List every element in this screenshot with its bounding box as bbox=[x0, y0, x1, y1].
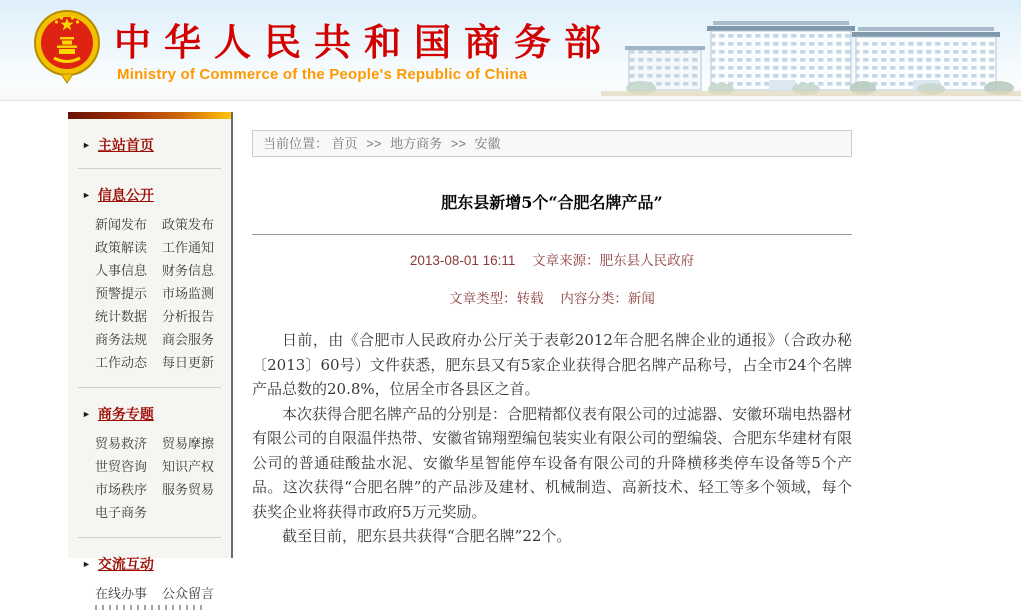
breadcrumb-separator: >> bbox=[366, 136, 382, 151]
national-emblem-icon bbox=[32, 5, 102, 99]
article-paragraph: 日前，由《合肥市人民政府办公厅关于表彰2012年合肥名牌企业的通报》（合政办秘〔2013〕60号）文件获悉，肥东县又有5家企业获得合肥名牌产品称号，占全市24个名牌产品总数的20.8%，位居全市各县区之首。 bbox=[252, 331, 852, 398]
sidebar-item[interactable]: 贸易救济 bbox=[95, 436, 148, 451]
breadcrumb-prefix: 当前位置： bbox=[263, 136, 329, 151]
sidebar-item[interactable]: 世贸咨询 bbox=[95, 459, 148, 474]
article-title: 肥东县新增5个“合肥名牌产品” bbox=[441, 193, 663, 212]
sidebar-item[interactable]: 预警提示 bbox=[95, 286, 148, 301]
article-meta-line-1 bbox=[252, 249, 852, 269]
breadcrumb-anhui[interactable]: 安徽 bbox=[474, 136, 501, 151]
site-title-zh: 中华人民共和国商务部 bbox=[114, 20, 614, 64]
arrow-right-icon: ► bbox=[82, 140, 91, 150]
article-type: 文章类型：转载 bbox=[449, 291, 544, 306]
sidebar-item[interactable]: 分析报告 bbox=[162, 309, 215, 324]
sidebar-item[interactable]: 每日更新 bbox=[162, 355, 215, 370]
headquarters-building-image bbox=[601, 0, 1021, 100]
sidebar-item[interactable]: 商会服务 bbox=[162, 332, 215, 347]
sidebar-section-home[interactable] bbox=[82, 135, 231, 155]
sidebar-section-info-label[interactable]: 信息公开 bbox=[97, 187, 154, 203]
sidebar-item-group-topics bbox=[95, 432, 231, 524]
sidebar-item[interactable]: 市场秩序 bbox=[95, 482, 148, 497]
sidebar-section-info-disclosure[interactable] bbox=[82, 185, 231, 205]
sidebar-item[interactable]: 人事信息 bbox=[95, 263, 148, 278]
breadcrumb-home[interactable]: 首页 bbox=[331, 136, 358, 151]
sidebar bbox=[68, 112, 233, 601]
sidebar-item-group-interaction bbox=[95, 582, 231, 605]
sidebar-section-business-topics[interactable] bbox=[82, 404, 231, 424]
sidebar-item[interactable]: 政策解读 bbox=[95, 240, 148, 255]
sidebar-divider bbox=[78, 168, 221, 169]
article-date: 2013-08-01 16:11 bbox=[409, 253, 516, 268]
sidebar-item[interactable]: 公众留言 bbox=[162, 586, 215, 601]
sidebar-section-topics-label[interactable]: 商务专题 bbox=[97, 406, 154, 422]
sidebar-item[interactable]: 服务贸易 bbox=[162, 482, 215, 497]
clipped-sidebar-row bbox=[95, 605, 203, 610]
sidebar-divider bbox=[78, 387, 221, 388]
site-title-en: Ministry of Commerce of the People's Republic of China bbox=[117, 66, 528, 83]
sidebar-section-interaction-label[interactable]: 交流互动 bbox=[97, 556, 154, 572]
sidebar-section-interaction[interactable] bbox=[82, 554, 231, 574]
content bbox=[252, 130, 852, 549]
sidebar-accent-bar bbox=[68, 112, 231, 119]
site-header bbox=[0, 0, 1021, 101]
sidebar-item[interactable]: 贸易摩擦 bbox=[162, 436, 215, 451]
sidebar-item[interactable]: 政策发布 bbox=[162, 217, 215, 232]
sidebar-item[interactable]: 在线办事 bbox=[95, 586, 148, 601]
article-paragraph: 截至目前，肥东县共获得“合肥名牌”22个。 bbox=[282, 527, 572, 545]
sidebar-divider bbox=[78, 537, 221, 538]
sidebar-item[interactable]: 知识产权 bbox=[162, 459, 215, 474]
sidebar-item[interactable]: 市场监测 bbox=[162, 286, 215, 301]
sidebar-item[interactable]: 工作动态 bbox=[95, 355, 148, 370]
sidebar-item[interactable]: 新闻发布 bbox=[95, 217, 148, 232]
arrow-right-icon: ► bbox=[82, 190, 91, 200]
arrow-right-icon: ► bbox=[82, 559, 91, 569]
sidebar-item[interactable]: 商务法规 bbox=[95, 332, 148, 347]
sidebar-item[interactable]: 统计数据 bbox=[95, 309, 148, 324]
sidebar-item[interactable]: 电子商务 bbox=[95, 505, 148, 520]
breadcrumb-separator: >> bbox=[450, 136, 466, 151]
arrow-right-icon: ► bbox=[82, 409, 91, 419]
sidebar-item[interactable]: 财务信息 bbox=[162, 263, 215, 278]
title-divider bbox=[252, 234, 852, 235]
breadcrumb bbox=[252, 130, 852, 157]
article-category: 内容分类：新闻 bbox=[560, 291, 655, 306]
article-meta-line-2 bbox=[252, 287, 852, 307]
article-body bbox=[252, 328, 852, 549]
sidebar-item-group-info bbox=[95, 213, 231, 374]
breadcrumb-local-commerce[interactable]: 地方商务 bbox=[390, 136, 443, 151]
article-paragraph: 本次获得合肥名牌产品的分别是：合肥精都仪表有限公司的过滤器、安徽环瑞电热器材有限公司的自限温伴热带、安徽省锦翔塑编包装实业有限公司的塑编袋、合肥东华建材有限公司的普通硅酸盐水泥、安徽华星智能停车设备有限公司的升降横移类停车设备等5个产品。这次获得“合肥名牌”的产品涉及建材、机械制造、高新技术、轻工等多个领域，每个获奖企业将获得市政府5万元奖励。 bbox=[252, 404, 853, 521]
sidebar-section-home-label[interactable]: 主站首页 bbox=[97, 137, 154, 153]
sidebar-item[interactable]: 工作通知 bbox=[162, 240, 215, 255]
article-source: 文章来源：肥东县人民政府 bbox=[532, 253, 695, 268]
